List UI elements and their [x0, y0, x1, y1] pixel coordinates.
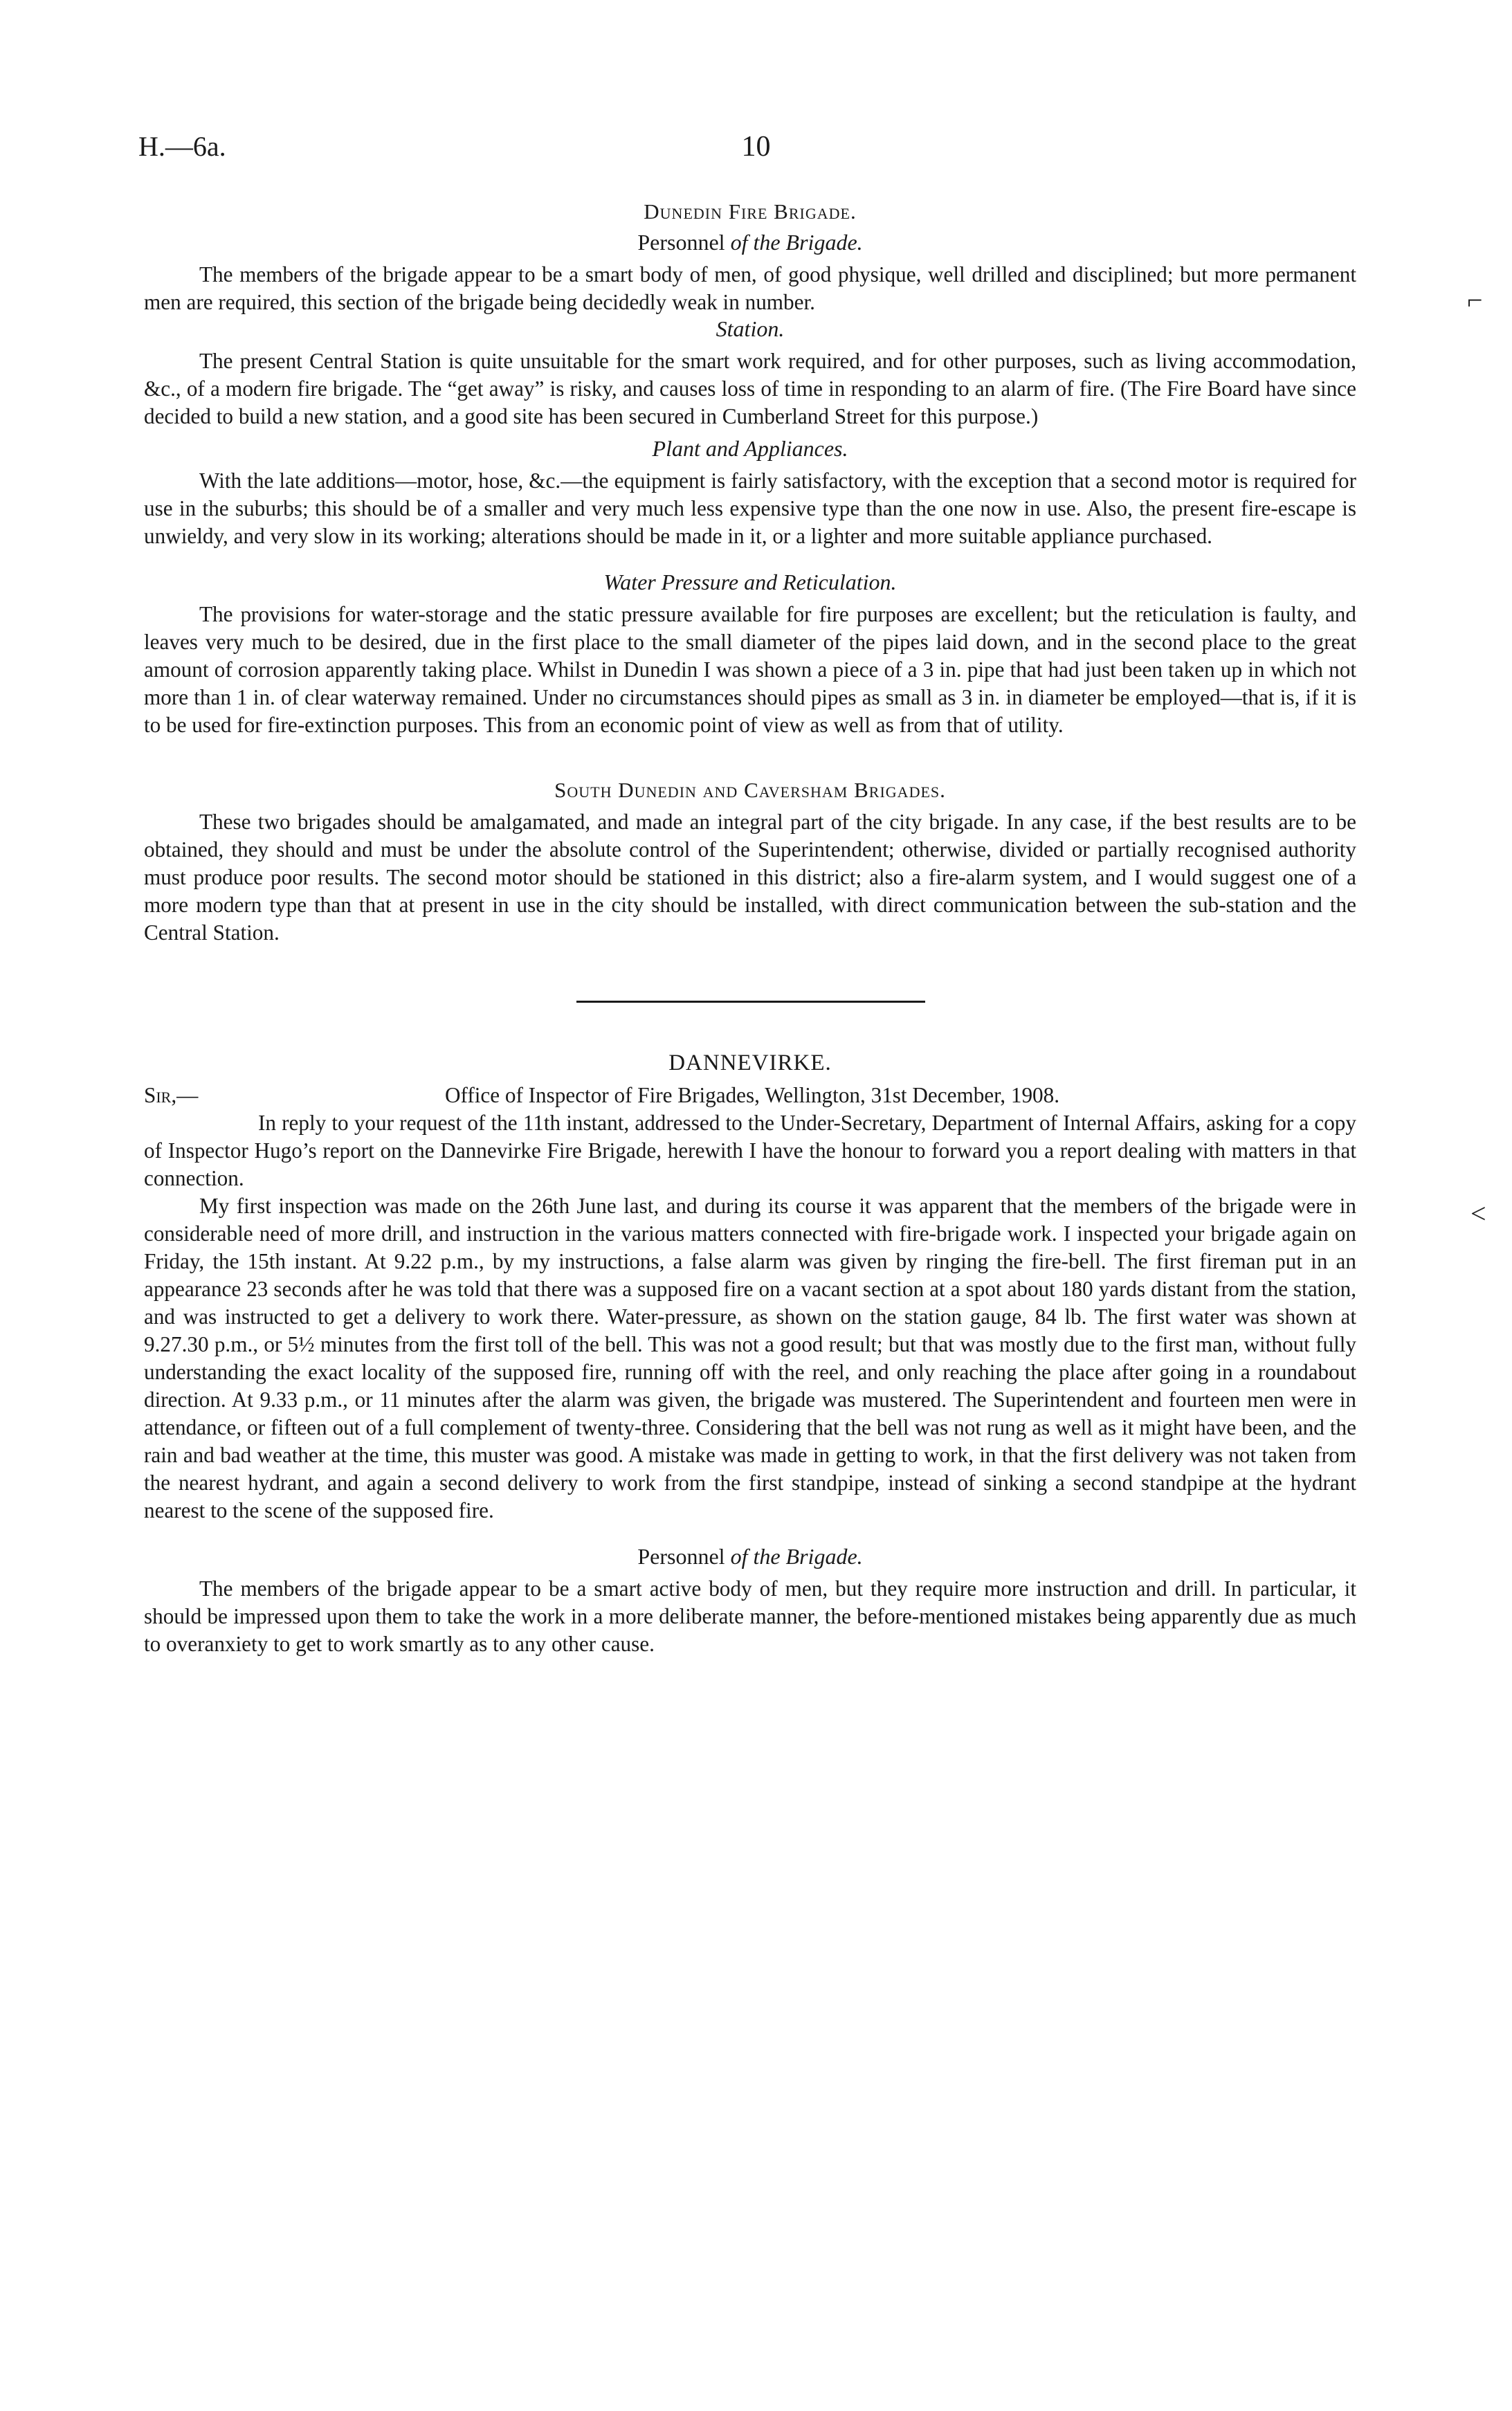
paragraph-plant: With the late additions—motor, hose, &c.—the equipment is fairly satisfactory, with the exception that a second motor is required for use in the suburbs; this should be of a smaller and very much less expensive type than the one now in use. Also, the present fire-escape is unwieldy, and very slow in its working; alterations should be made in it, or a lighter and more suitable appliance purchased.: [144, 468, 1356, 548]
page-body: [144, 199, 1356, 1658]
document-code: H.—6a.: [138, 131, 226, 162]
section-divider: [144, 947, 1356, 1050]
subheading-personnel-dannevirke: Personnel of the Brigade.: [637, 1544, 863, 1569]
paragraph-personnel-dannevirke: The members of the brigade appear to be a smart active body of men, but they require more instruction and drill. In particular, it should be impressed upon them to take the work in a more deliberate manner, the before-mentioned mistakes being apparently due as much to overanxiety to get to work smartly as to any other cause.: [144, 1576, 1356, 1656]
paragraph-water: The provisions for water-storage and the static pressure available for fire purposes are excellent; but the reticulation is faulty, and leaves very much to be desired, due in the first place to the small diameter of the pipes laid down, and in the second place to the great amount of corrosion apparently taking place. Whilst in Dunedin I was shown a piece of a 3 in. pipe that had just been taken up in which not more than 1 in. of clear waterway remained. Under no circumstances should pipes as small as 3 in. in diameter be employed—that is, if it is to be used for fire-extinction purposes. This from an economic point of view as well as from that of utility.: [144, 602, 1356, 737]
page-number: 10: [741, 131, 771, 163]
paragraph-inspection: My first inspection was made on the 26th June last, and during its course it was apparent that the members of the brigade were in considerable need of more drill, and instruction in the various matters connected with fire-brigade work. I inspected your brigade again on Friday, the 15th instant. At 9.22 p.m., by my instructions, a false alarm was given by ringing the fire-bell. The first fireman put in an appearance 23 seconds after he was told that there was a supposed fire on a vacant section at a spot about 180 yards distant from the station, and was instructed to get a delivery to work there. Water-pressure, as shown on the station gauge, 84 lb. The first water was shown at 9.27.30 p.m., or 5½ minutes from the first toll of the bell. This was not a good result; but that was mostly due to the first man, without fully understanding the exact locality of the supposed fire, running off with the reel, and only reaching the place after going in a roundabout direction. At 9.33 p.m., or 11 minutes after the alarm was given, the brigade was mustered. The Superintendent and fourteen men were in attendance, or fifteen out of a full complement of twenty-three. Considering that the bell was not rung as well as it might have been, and the rain and bad weather at the time, this muster was good. A mistake was made in getting to work, in that the first delivery was not taken from the nearest hydrant, and again a second delivery to work from the first standpipe, instead of sinking a second standpipe at the hydrant nearest to the scene of the supposed fire.: [144, 1194, 1356, 1522]
letter-heading: [144, 1082, 1356, 1109]
salutation: Sir,—: [144, 1083, 199, 1107]
section-title-dannevirke: DANNEVIRKE.: [668, 1050, 832, 1075]
subheading-station: Station.: [716, 316, 785, 341]
paragraph-station: The present Central Station is quite unsuitable for the smart work required, and for other purposes, such as living accommodation, &c., of a modern fire brigade. The “get away” is risky, and causes loss of time in responding to an alarm of fire. (The Fire Board have since decided to build a new station, and a good site has been secured in Cumberland Street for this purpose.): [144, 349, 1356, 428]
section-title-dunedin: Dunedin Fire Brigade.: [644, 199, 857, 224]
office-dateline: Office of Inspector of Fire Brigades, Wellington, 31st December, 1908.: [445, 1083, 1060, 1107]
paragraph-personnel: The members of the brigade appear to be a smart body of men, of good physique, well drilled and disciplined; but more permanent men are required, this section of the brigade being decidedly weak in number.: [144, 262, 1356, 314]
subheading-personnel: Personnel of the Brigade.: [637, 230, 863, 255]
paragraph-reply: In reply to your request of the 11th instant, addressed to the Under-Secretary, Department of Internal Affairs, asking for a copy of Inspector Hugo’s report on the Dannevirke Fire Brigade, herewith I have the honour to forward you a report dealing with matters in that connection.: [144, 1111, 1356, 1190]
page-header: [0, 130, 1512, 172]
subheading-plant: Plant and Appliances.: [652, 436, 848, 461]
section-title-south-dunedin: South Dunedin and Caversham Brigades.: [554, 778, 946, 802]
margin-mark: <: [1470, 1198, 1486, 1229]
paragraph-south-dunedin: These two brigades should be amalgamated, and made an integral part of the city brigade. In any case, if the best results are to be obtained, they should and must be under the absolute control of the Superintendent; otherwise, divided or partially recognised authority must produce poor results. The second motor should be stationed in this district; also a fire-alarm system, and I would suggest one of a more modern type than that at present in use in the city should be installed, with direct communication between the sub-station and the Central Station.: [144, 810, 1356, 945]
subheading-water: Water Pressure and Reticulation.: [603, 570, 897, 594]
margin-mark: ⌐: [1467, 284, 1483, 316]
